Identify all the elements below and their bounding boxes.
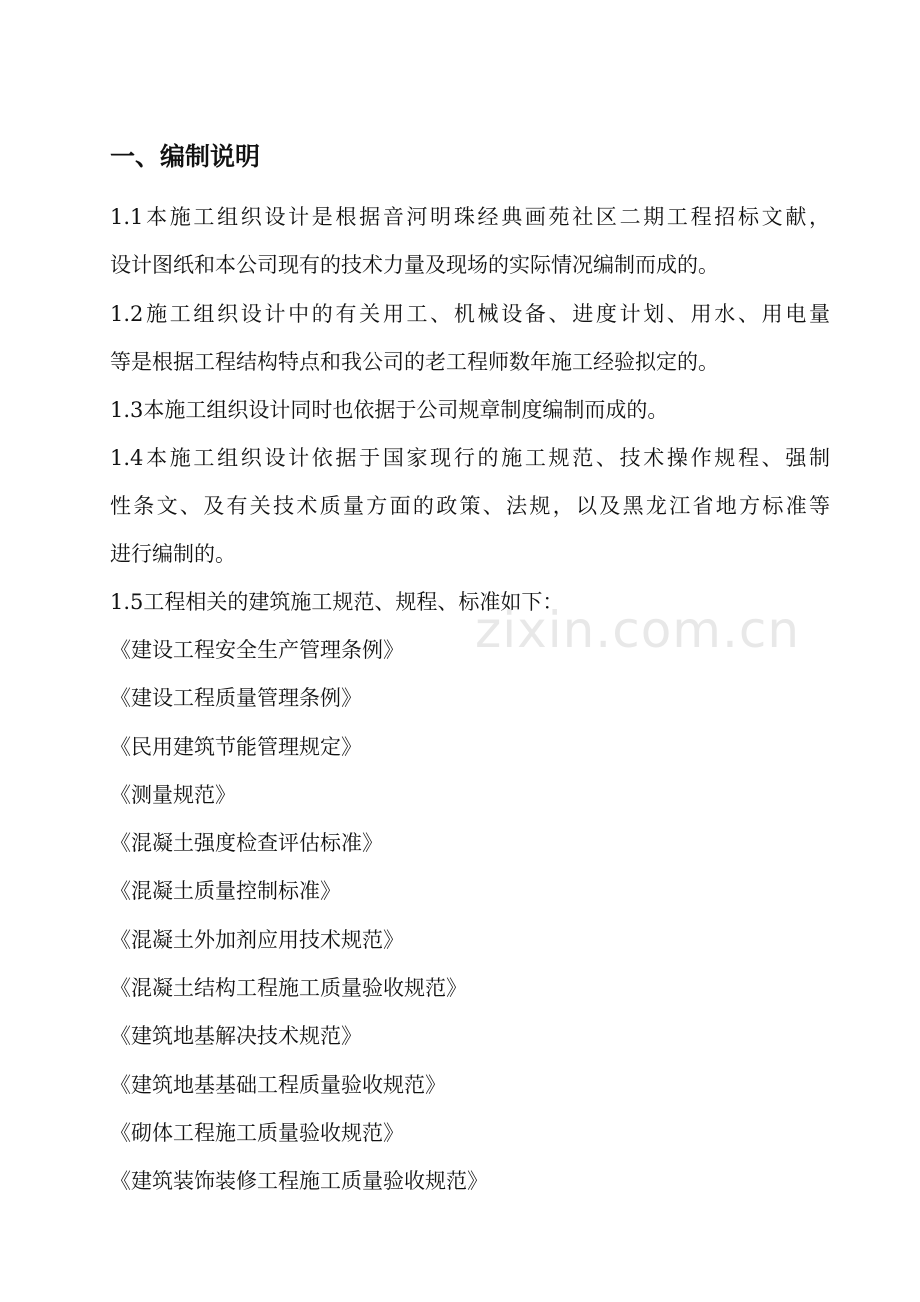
paragraph-1-2: [110, 290, 830, 386]
paragraph-line: 1.2施工组织设计中的有关用工、机械设备、进度计划、用水、用电量: [110, 302, 830, 326]
watermark: zixin.com.cn: [475, 601, 801, 659]
paragraph-1-4: [110, 434, 830, 578]
paragraph-1-1: [110, 193, 830, 289]
reference-item: 《砌体工程施工质量验收规范》: [110, 1120, 404, 1145]
paragraph-line: 进行编制的。: [110, 542, 236, 566]
reference-item: 《建筑地基解决技术规范》: [110, 1024, 362, 1049]
reference-item: 《混凝土结构工程施工质量验收规范》: [110, 976, 467, 1001]
reference-item: 《建筑地基基础工程质量验收规范》: [110, 1072, 446, 1097]
reference-item: 《混凝土强度检查评估标准》: [110, 831, 383, 856]
reference-item: 《测量规范》: [110, 782, 236, 807]
paragraph-1-3: [110, 386, 830, 434]
reference-item: 《建设工程安全生产管理条例》: [110, 638, 404, 662]
paragraph-line: 设计图纸和本公司现有的技术力量及现场的实际情况编制而成的。: [110, 253, 719, 277]
reference-item: 《混凝土质量控制标准》: [110, 879, 341, 904]
reference-item: 《混凝土外加剂应用技术规范》: [110, 927, 404, 952]
paragraph-line: 1.3本施工组织设计同时也依据于公司规章制度编制而成的。: [110, 398, 669, 422]
section-heading: 一、编制说明: [110, 142, 261, 171]
paragraph-line: 性条文、及有关技术质量方面的政策、法规，以及黑龙江省地方标准等: [110, 494, 830, 518]
reference-item: 《建筑装饰装修工程施工质量验收规范》: [110, 1169, 488, 1194]
paragraph-line: 等是根据工程结构特点和我公司的老工程师数年施工经验拟定的。: [110, 350, 719, 374]
reference-item: 《建设工程质量管理条例》: [110, 686, 362, 711]
reference-item: 《民用建筑节能管理规定》: [110, 734, 362, 759]
paragraph-line: 1.5工程相关的建筑施工规范、规程、标准如下：: [110, 590, 564, 614]
paragraph-line: 1.1本施工组织设计是根据音河明珠经典画苑社区二期工程招标文献，: [110, 205, 830, 229]
reference-list: [110, 626, 488, 1206]
paragraph-line: 1.4本施工组织设计依据于国家现行的施工规范、技术操作规程、强制: [110, 446, 830, 470]
